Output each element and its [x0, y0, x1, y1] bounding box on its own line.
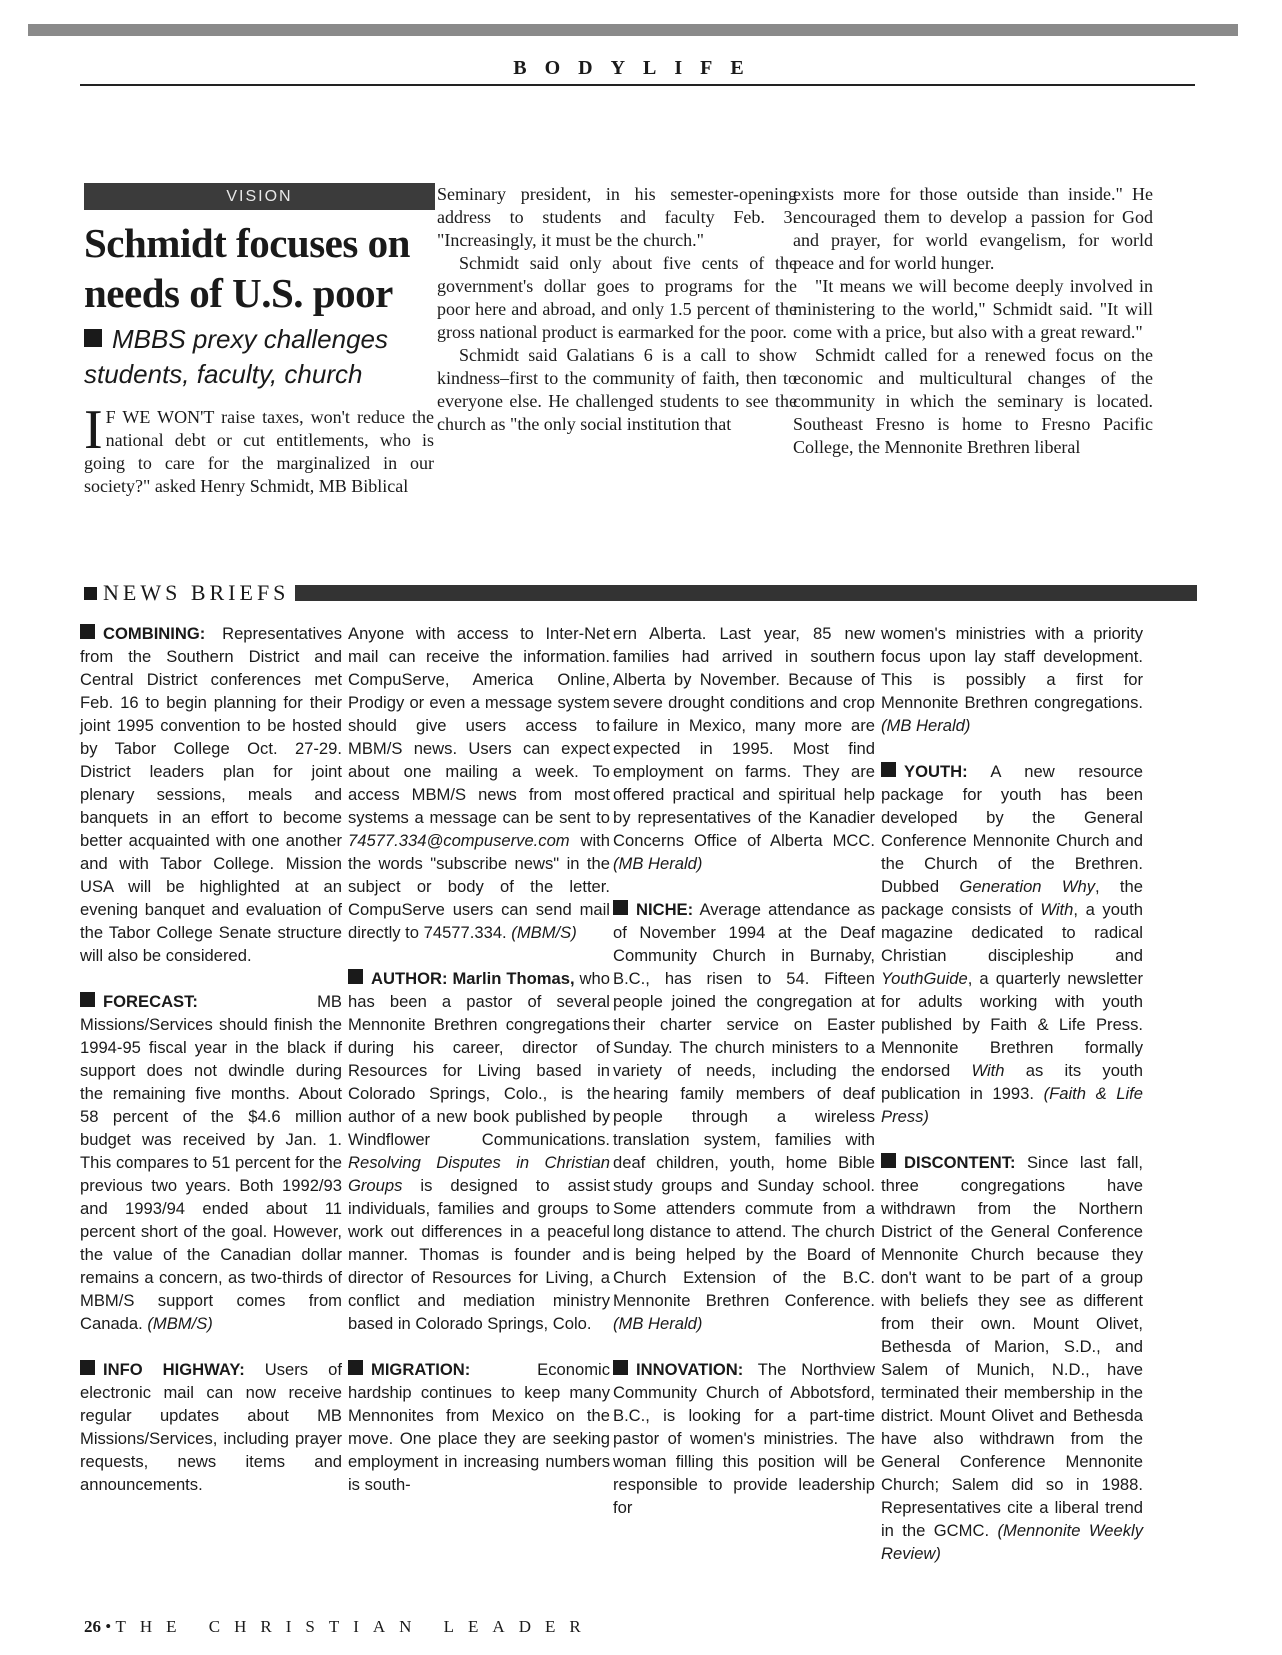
news-briefs-title: NEWS BRIEFS	[103, 580, 290, 605]
square-bullet-icon	[84, 587, 97, 600]
footer-separator: •	[105, 1617, 112, 1636]
brief-text: as its youth publication in 1993.	[881, 1061, 1144, 1103]
square-bullet-icon	[80, 992, 95, 1007]
brief-text: Average attendance as of November 1994 at the Deaf Community Church in Burnaby, B.C., has risen to 54. Fifteen people joined the congregation at their charter service on Easter Sunday. The church ministers to a variety of needs, including the hearing family members of deaf people through a wireless translation system, families with deaf children, youth, home Bible study groups and Sunday school. Some attenders commute from a long distance to attend. The church is being helped by the Board of Church Extension of the B.C. Mennonite Brethren Conference.	[613, 900, 875, 1310]
vision-paragraph: Seminary president, in his semester-opening address to students and faculty Feb. 3. "Increasingly, it must be the church."	[437, 184, 797, 250]
brief-text: Economic hardship continues to keep many Mennonites from Mexico on the move. One place they are seeking employment in increasing numbers is south-	[348, 1360, 610, 1494]
brief-text: Anyone with access to Inter-Net mail can receive the information. CompuServe, America Online, Prodigy or even a message system should give users access to MBM/S news. Users can expect about one mailing a week. To access MBM/S news from most systems a message can be sent to	[348, 624, 610, 827]
brief-author	[348, 967, 610, 1335]
brief-text: The Northview Community Church of Abbotsford, B.C., is looking for a part-time pastor of women's ministries. The woman filling this position will be responsible to provide leadership for	[613, 1360, 875, 1517]
brief-innovation-cont	[881, 622, 1143, 737]
vision-column-3	[793, 183, 1153, 459]
brief-text: MB Missions/Services should finish the 1994-95 fiscal year in the black if support does not dwindle during the remaining five months. About 58 percent of the $4.6 million budget was received by Jan. 1. This compares to 51 percent for the previous two years. Both 1992/93 and 1993/94 ended about 11 percent short of the goal. However, the value of the Canadian dollar remains a concern, as two-thirds of MBM/S support comes from Canada.	[80, 992, 342, 1333]
vision-paragraph: Schmidt called for a renewed focus on the economic and multicultural changes of the community in which the seminary is located. Southeast Fresno is home to Fresno Pacific College, the Mennonite Brethren liberal	[793, 345, 1153, 457]
brief-source: (Faith & Life Press)	[881, 1084, 1143, 1126]
news-briefs-rule	[295, 585, 1197, 601]
top-decorative-bar	[28, 24, 1238, 36]
brief-keyword: NICHE:	[636, 900, 694, 919]
brief-text: Since last fall, three congregations have withdrawn from the Northern District of the General Conference Mennonite Church because they don't want to be part of a group with beliefs they see as different from their own. Mount Olivet, Bethesda of Marion, S.D., and Salem of Munich, N.D., have terminated their membership in the district. Mount Olivet and Bethesda have also withdrawn from the General Conference Mennonite Church; Salem did so in 1988. Representatives cite a liberal trend in the GCMC.	[881, 1153, 1143, 1540]
vision-paragraph: "It means we will become deeply involved in ministering to the world," Schmidt said. "It will come with a price, but also with a great reward."	[793, 276, 1153, 342]
brief-source: (MBM/S)	[511, 923, 577, 942]
vision-paragraph: exists more for those outside than inside." He encouraged them to develop a passion for God and prayer, for world evangelism, for world peace and for world hunger.	[793, 184, 1153, 273]
brief-keyword: AUTHOR: Marlin Thomas,	[371, 969, 575, 988]
briefs-column-2	[348, 622, 610, 1519]
brief-source: (MB Herald)	[613, 1314, 703, 1333]
brief-info-highway	[80, 1358, 342, 1496]
brief-source: (MBM/S)	[147, 1314, 213, 1333]
brief-text: , a quarterly newsletter for adults working with youth published by Faith & Life Press. Mennonite Brethren formally endorsed	[881, 969, 1143, 1080]
square-bullet-icon	[348, 1360, 363, 1375]
briefs-column-3	[613, 622, 875, 1542]
brief-text: , a youth magazine dedicated to radical Christian discipleship and	[881, 900, 1143, 965]
lead-text: F WE WON'T raise taxes, won't reduce the national debt or cut entitlements, who is going to care for the marginalized in our society?" asked Henry Schmidt, MB Biblical	[84, 407, 434, 496]
title-generation-why: Generation Why	[959, 877, 1096, 896]
magazine-name: THE CHRISTIAN LEADER	[115, 1617, 595, 1636]
brief-forecast	[80, 990, 342, 1335]
news-briefs-header	[84, 578, 1197, 608]
brief-keyword: DISCONTENT:	[904, 1153, 1016, 1172]
brief-discontent	[881, 1151, 1143, 1565]
title-with: With	[971, 1061, 1005, 1080]
square-bullet-icon	[613, 1360, 628, 1375]
brief-keyword: COMBINING:	[103, 624, 206, 643]
brief-text: is designed to assist individuals, families and groups to work out differences in a peaceful manner. Thomas is founder and director of Resources for Living, a conflict and mediation ministry based in Colorado Springs, Colo.	[348, 1176, 610, 1333]
square-bullet-icon	[80, 1360, 95, 1375]
lead-paragraph	[84, 399, 434, 498]
vision-paragraph: Schmidt said Galatians 6 is a call to show kindness–first to the community of faith, then to everyone else. He challenged students to see the church as "the only social institution that	[437, 345, 797, 434]
brief-text: who has been a pastor of several Mennonite Brethren congregations during his career, director of Resources for Living based in Colorado Springs, Colo., is the author of a new book published by Windflower Communications.	[348, 969, 610, 1149]
vision-paragraph: Schmidt said only about five cents of the government's dollar goes to programs for the poor here and abroad, and only 1.5 percent of the gross national product is earmarked for the poor.	[437, 253, 797, 342]
brief-info-highway-cont	[348, 622, 610, 944]
book-title: Resolving Disputes in Christian Groups	[348, 1153, 610, 1195]
headline: Schmidt focuses on needs of U.S. poor	[84, 220, 410, 316]
briefs-column-4	[881, 622, 1143, 1588]
brief-text: Representatives from the Southern District and Central District conferences met Feb. 16 to begin planning for their joint 1995 convention to be hosted by Tabor College Oct. 27-29. District leaders plan for joint plenary sessions, meals and banquets in an effort to become better acquainted with one another and with Tabor College. Mission USA will be highlighted at an evening banquet and evaluation of the Tabor College Senate structure will also be considered.	[80, 624, 342, 965]
square-bullet-icon	[881, 762, 896, 777]
square-bullet-icon	[80, 624, 95, 639]
brief-combining	[80, 622, 342, 967]
vision-column-2	[437, 183, 797, 436]
title-youthguide: YouthGuide	[881, 969, 968, 988]
square-bullet-icon	[348, 969, 363, 984]
brief-text: Users of electronic mail can now receive regular updates about MB Missions/Services, including prayer requests, news items and announcements.	[80, 1360, 342, 1494]
brief-source: (MB Herald)	[881, 716, 971, 735]
brief-keyword: INFO HIGHWAY:	[103, 1360, 245, 1379]
drop-cap: I	[84, 399, 103, 461]
brief-migration-cont	[613, 622, 875, 875]
vision-label: VISION	[84, 183, 435, 210]
title-with: With	[1040, 900, 1074, 919]
brief-migration	[348, 1358, 610, 1496]
page-number: 26	[84, 1617, 101, 1636]
brief-keyword: FORECAST:	[103, 992, 198, 1011]
square-bullet-icon	[613, 900, 628, 915]
section-header: BODYLIFE	[80, 52, 1195, 86]
brief-keyword: INNOVATION:	[636, 1360, 744, 1379]
brief-youth	[881, 760, 1143, 1128]
brief-innovation	[613, 1358, 875, 1519]
page-footer	[84, 1614, 684, 1640]
brief-niche	[613, 898, 875, 1335]
brief-source: (Mennonite Weekly Review)	[881, 1521, 1143, 1563]
email-address: 74577.334@compuserve.com	[348, 831, 570, 850]
brief-text: with the words "subscribe news" in the subject or body of the letter. CompuServe users can send mail directly to 74577.334.	[348, 831, 610, 942]
brief-keyword: YOUTH:	[904, 762, 968, 781]
square-bullet-icon	[881, 1153, 896, 1168]
brief-text: ern Alberta. Last year, 85 new families had arrived in southern Alberta by November. Because of severe drought conditions and crop failure in Mexico, many more are expected in 1995. Most find employment on farms. They are offered practical and spiritual help by representatives of the Kanadier Concerns Office of Alberta MCC.	[613, 624, 875, 850]
square-bullet-icon	[84, 329, 102, 347]
brief-text: women's ministries with a priority focus upon lay staff development. This is possibly a first for Mennonite Brethren congregations.	[881, 624, 1143, 712]
subhead	[84, 322, 439, 392]
subhead-text: MBBS prexy challenges students, faculty, church	[84, 324, 389, 389]
brief-text: , the package consists of	[881, 877, 1143, 919]
brief-keyword: MIGRATION:	[371, 1360, 471, 1379]
brief-text: A new resource package for youth has been developed by the General Conference Mennonite Church and the Church of the Brethren. Dubbed	[881, 762, 1143, 896]
briefs-column-1	[80, 622, 342, 1519]
brief-source: (MB Herald)	[613, 854, 703, 873]
